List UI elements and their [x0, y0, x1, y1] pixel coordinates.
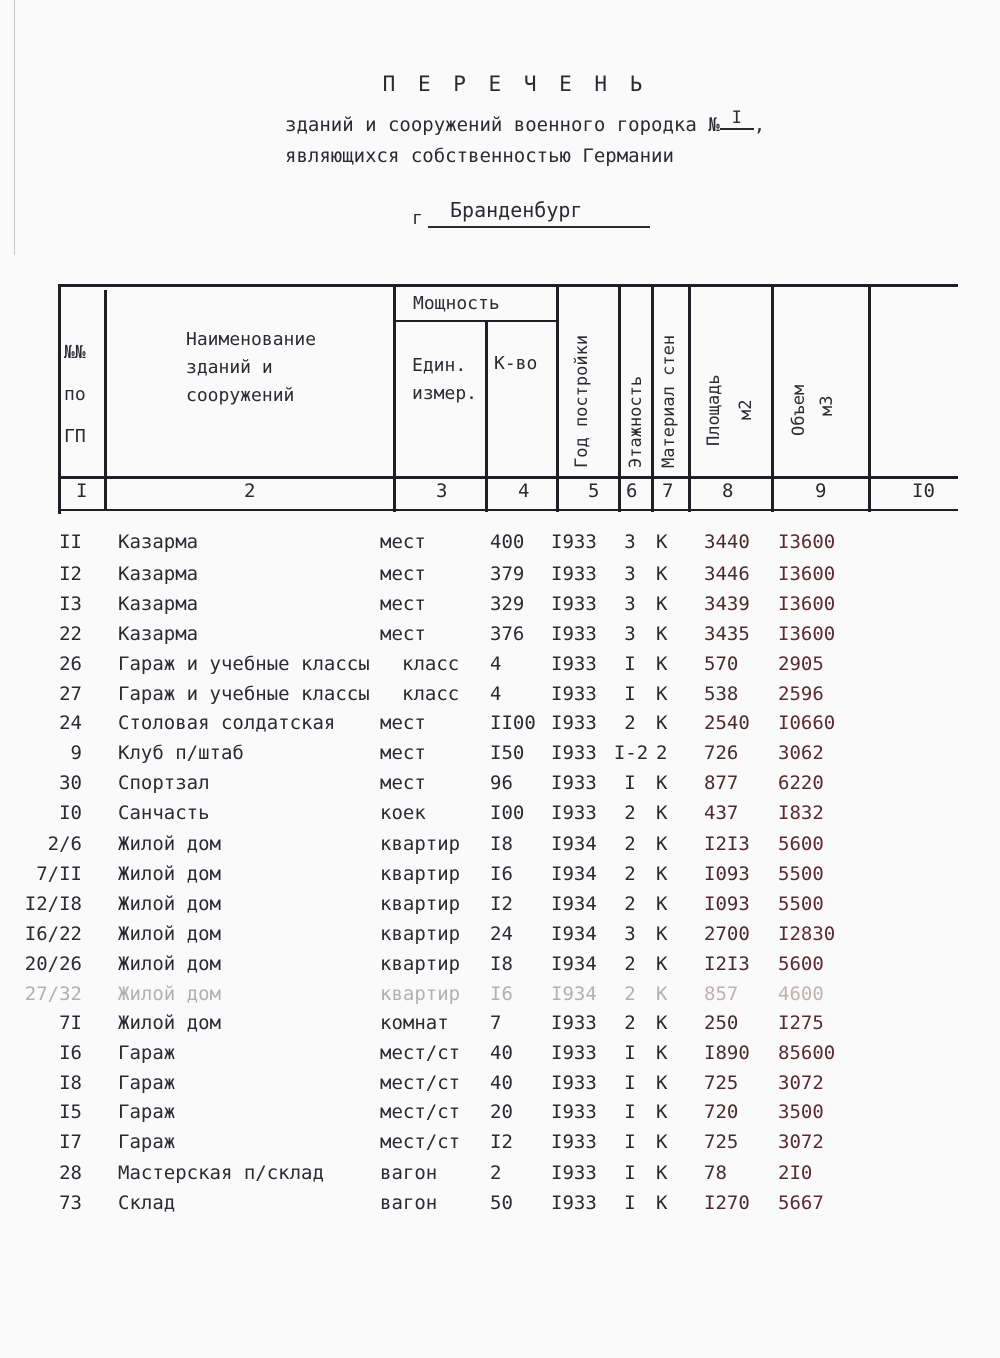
col-line — [688, 284, 691, 512]
header-volume-line: м3 — [817, 395, 837, 416]
cell-qty: 376 — [490, 623, 525, 645]
column-number: 5 — [588, 480, 600, 502]
cell-material: 2 — [656, 742, 668, 764]
cell-year: I933 — [551, 563, 597, 585]
cell-no: 30 — [59, 772, 82, 794]
cell-qty: II00 — [490, 712, 536, 734]
cell-unit: квартир — [380, 863, 461, 885]
cell-material: К — [656, 863, 668, 885]
cell-material: К — [656, 683, 668, 705]
table-row — [0, 742, 1000, 772]
page-edge-line — [14, 0, 15, 255]
cell-area: 538 — [704, 683, 739, 705]
cell-floors: I — [624, 1131, 636, 1153]
cell-year: I933 — [551, 653, 597, 675]
cell-material: К — [656, 1131, 668, 1153]
cell-floors: 2 — [624, 1012, 636, 1034]
cell-name: Жилой дом — [118, 1012, 221, 1034]
colnum-bottom-border — [58, 509, 958, 511]
header-area-line: Площадь — [704, 374, 724, 446]
table-row — [0, 563, 1000, 593]
cell-no: I0 — [59, 802, 82, 824]
cell-qty: I2 — [490, 893, 513, 915]
cell-floors: 3 — [624, 563, 636, 585]
cell-floors: 3 — [624, 923, 636, 945]
table-row — [0, 1162, 1000, 1192]
cell-volume: 85600 — [778, 1042, 836, 1064]
cell-volume: 5500 — [778, 893, 824, 915]
col-line — [618, 284, 621, 512]
cell-qty: 329 — [490, 593, 525, 615]
table-row — [0, 1192, 1000, 1222]
cell-area: 725 — [704, 1131, 739, 1153]
cell-area: 2700 — [704, 923, 750, 945]
cell-name: Казарма — [118, 563, 199, 585]
cell-area: 720 — [704, 1101, 739, 1123]
cell-year: I933 — [551, 1101, 597, 1123]
header-unit-line: измер. — [412, 383, 478, 404]
cell-floors: 2 — [624, 833, 636, 855]
cell-no: 9 — [70, 742, 82, 764]
column-number: 3 — [436, 480, 448, 502]
cell-material: К — [656, 772, 668, 794]
cell-qty: I6 — [490, 863, 513, 885]
cell-no: 7I — [59, 1012, 82, 1034]
cell-material: К — [656, 1101, 668, 1123]
table-row — [0, 953, 1000, 983]
cell-year: I933 — [551, 1012, 597, 1034]
cell-year: I933 — [551, 1162, 597, 1184]
cell-volume: 2905 — [778, 653, 824, 675]
cell-no: I5 — [59, 1101, 82, 1123]
cell-floors: I — [624, 1192, 636, 1214]
column-number: 4 — [518, 480, 530, 502]
cell-name: Казарма — [118, 623, 199, 645]
header-no — [64, 332, 86, 458]
cell-volume: 3072 — [778, 1072, 824, 1094]
cell-area: 2540 — [704, 712, 750, 734]
cell-no: 26 — [59, 653, 82, 675]
document-title: П Е Р Е Ч Е Н Ь — [382, 72, 648, 96]
cell-floors: 2 — [624, 712, 636, 734]
cell-year: I934 — [551, 923, 597, 945]
cell-name: Казарма — [118, 531, 199, 553]
col-line — [556, 284, 559, 512]
header-name-line: Наименование — [186, 329, 317, 350]
cell-no: 28 — [59, 1162, 82, 1184]
cell-name: Гараж и учебные классы — [118, 653, 370, 675]
cell-area: 437 — [704, 802, 739, 824]
cell-year: I933 — [551, 531, 597, 553]
cell-area: I890 — [704, 1042, 750, 1064]
cell-area: 725 — [704, 1072, 739, 1094]
col-line — [104, 290, 107, 510]
header-name — [186, 326, 316, 410]
table-row — [0, 1131, 1000, 1161]
cell-material: К — [656, 953, 668, 975]
cell-volume: I275 — [778, 1012, 824, 1034]
cell-volume: I3600 — [778, 531, 836, 553]
cell-qty: I8 — [490, 833, 513, 855]
cell-year: I934 — [551, 983, 597, 1005]
cell-material: К — [656, 1012, 668, 1034]
cell-volume: 5667 — [778, 1192, 824, 1214]
cell-area: 877 — [704, 772, 739, 794]
col-line — [651, 284, 654, 512]
cell-volume: 6220 — [778, 772, 824, 794]
cell-floors: 2 — [624, 863, 636, 885]
cell-area: 3439 — [704, 593, 750, 615]
col-line — [771, 284, 774, 512]
cell-floors: I — [624, 683, 636, 705]
table-row — [0, 531, 1000, 561]
city-prefix: г — [412, 208, 423, 229]
table-row — [0, 923, 1000, 953]
col-line — [868, 284, 871, 512]
table-row — [0, 833, 1000, 863]
cell-no: 73 — [59, 1192, 82, 1214]
cell-qty: 7 — [490, 1012, 502, 1034]
cell-no: 22 — [59, 623, 82, 645]
cell-name: Жилой дом — [118, 863, 221, 885]
cell-year: I934 — [551, 893, 597, 915]
cell-qty: 40 — [490, 1072, 513, 1094]
header-year: Год постройки — [572, 334, 592, 468]
cell-year: I933 — [551, 772, 597, 794]
cell-qty: 2 — [490, 1162, 502, 1184]
table-row — [0, 1072, 1000, 1102]
table-row — [0, 1012, 1000, 1042]
cell-no: I7 — [59, 1131, 82, 1153]
cell-unit: мест — [380, 742, 426, 764]
header-floors: Этажность — [626, 375, 646, 468]
col-line — [485, 322, 488, 512]
cell-area: I2I3 — [704, 953, 750, 975]
column-number: 7 — [662, 480, 674, 502]
cell-volume: 5500 — [778, 863, 824, 885]
city-name: Бранденбург — [428, 198, 650, 228]
cell-year: I933 — [551, 683, 597, 705]
cell-no: I6 — [59, 1042, 82, 1064]
table-row — [0, 653, 1000, 683]
cell-area: I2I3 — [704, 833, 750, 855]
cell-volume: 4600 — [778, 983, 824, 1005]
cell-name: Жилой дом — [118, 983, 221, 1005]
cell-unit: мест — [380, 712, 426, 734]
cell-name: Жилой дом — [118, 953, 221, 975]
table-row — [0, 802, 1000, 832]
cell-floors: I — [624, 1042, 636, 1064]
cell-area: 726 — [704, 742, 739, 764]
cell-no: I8 — [59, 1072, 82, 1094]
cell-qty: 400 — [490, 531, 525, 553]
cell-volume: I2830 — [778, 923, 836, 945]
cell-name: Гараж — [118, 1131, 176, 1153]
table-row — [0, 983, 1000, 1013]
cell-year: I933 — [551, 742, 597, 764]
table-row — [0, 1042, 1000, 1072]
cell-unit: класс — [402, 683, 460, 705]
table-row — [0, 1101, 1000, 1131]
cell-floors: 3 — [624, 593, 636, 615]
cell-unit: мест/ст — [380, 1042, 461, 1064]
cell-name: Гараж и учебные классы — [118, 683, 370, 705]
cell-unit: вагон — [380, 1192, 438, 1214]
cell-year: I933 — [551, 1042, 597, 1064]
cell-name: Жилой дом — [118, 923, 221, 945]
subtitle-text: зданий и сооружений военного городка № — [285, 114, 720, 136]
document-subtitle-line2: являющихся собственностью Германии — [285, 145, 674, 167]
header-bottom-border — [58, 476, 958, 479]
town-number: I — [720, 108, 754, 130]
cell-material: К — [656, 833, 668, 855]
cell-area: 3446 — [704, 563, 750, 585]
cell-year: I933 — [551, 802, 597, 824]
cell-year: I933 — [551, 1192, 597, 1214]
cell-area: 250 — [704, 1012, 739, 1034]
cell-material: К — [656, 563, 668, 585]
cell-no: 24 — [59, 712, 82, 734]
header-no-line: №№ — [64, 342, 86, 363]
subtitle-comma: , — [753, 114, 766, 136]
cell-qty: 96 — [490, 772, 513, 794]
cell-qty: I50 — [490, 742, 525, 764]
cell-name: Жилой дом — [118, 893, 221, 915]
cell-name: Санчасть — [118, 802, 210, 824]
cell-floors: 2 — [624, 953, 636, 975]
cell-qty: 4 — [490, 653, 502, 675]
cell-no: 7/II — [36, 863, 82, 885]
cell-unit: квартир — [380, 893, 461, 915]
cell-floors: 3 — [624, 531, 636, 553]
table-row — [0, 772, 1000, 802]
cell-qty: 4 — [490, 683, 502, 705]
header-name-line: сооружений — [186, 385, 295, 406]
cell-name: Мастерская п/склад — [118, 1162, 324, 1184]
table-row — [0, 712, 1000, 742]
column-number: 6 — [626, 480, 638, 502]
cell-volume: 3062 — [778, 742, 824, 764]
cell-material: К — [656, 1042, 668, 1064]
cell-area: 3440 — [704, 531, 750, 553]
cell-unit: коек — [380, 802, 426, 824]
cell-area: I093 — [704, 863, 750, 885]
column-number: I0 — [912, 480, 935, 502]
cell-qty: I6 — [490, 983, 513, 1005]
cell-unit: мест — [380, 623, 426, 645]
cell-year: I933 — [551, 623, 597, 645]
cell-volume: I3600 — [778, 563, 836, 585]
cell-name: Казарма — [118, 593, 199, 615]
cell-floors: I — [624, 772, 636, 794]
col-line — [393, 284, 396, 512]
cell-unit: квартир — [380, 833, 461, 855]
cell-qty: 379 — [490, 563, 525, 585]
document-subtitle-line1 — [285, 108, 766, 138]
cell-name: Гараж — [118, 1042, 176, 1064]
cell-volume: 2I0 — [778, 1162, 813, 1184]
cell-material: К — [656, 653, 668, 675]
cell-no: 27 — [59, 683, 82, 705]
cell-material: К — [656, 593, 668, 615]
capacity-divider — [395, 320, 557, 322]
cell-qty: I8 — [490, 953, 513, 975]
cell-name: Столовая солдатская — [118, 712, 336, 734]
cell-unit: мест — [380, 531, 426, 553]
header-area-line: м2 — [736, 399, 756, 420]
cell-area: 78 — [704, 1162, 727, 1184]
cell-floors: I — [624, 1162, 636, 1184]
cell-qty: 40 — [490, 1042, 513, 1064]
table-row — [0, 893, 1000, 923]
cell-name: Жилой дом — [118, 833, 221, 855]
cell-volume: 3072 — [778, 1131, 824, 1153]
cell-material: К — [656, 712, 668, 734]
cell-floors: I — [624, 653, 636, 675]
table-row — [0, 863, 1000, 893]
cell-material: К — [656, 1162, 668, 1184]
header-name-line: зданий и — [186, 357, 273, 378]
header-volume-line: Объем — [789, 384, 809, 436]
cell-area: 570 — [704, 653, 739, 675]
cell-unit: класс — [402, 653, 460, 675]
header-capacity: Мощность — [413, 293, 500, 314]
column-number: 9 — [815, 480, 827, 502]
cell-no: I2/I8 — [24, 893, 82, 915]
cell-no: 27/32 — [24, 983, 82, 1005]
cell-volume: 5600 — [778, 833, 824, 855]
cell-unit: мест/ст — [380, 1131, 461, 1153]
cell-area: 3435 — [704, 623, 750, 645]
cell-volume: I3600 — [778, 593, 836, 615]
cell-floors: I — [624, 1072, 636, 1094]
column-number: 8 — [722, 480, 734, 502]
header-top-border — [58, 284, 958, 287]
cell-qty: 24 — [490, 923, 513, 945]
cell-name: Склад — [118, 1192, 176, 1214]
column-number: 2 — [244, 480, 256, 502]
column-number: I — [76, 480, 88, 502]
cell-no: I3 — [59, 593, 82, 615]
cell-name: Спортзал — [118, 772, 210, 794]
header-qty: К-во — [494, 353, 538, 374]
cell-material: К — [656, 923, 668, 945]
cell-year: I933 — [551, 712, 597, 734]
cell-volume: 3500 — [778, 1101, 824, 1123]
cell-unit: мест/ст — [380, 1101, 461, 1123]
cell-floors: 2 — [624, 802, 636, 824]
header-no-line: по — [64, 384, 86, 405]
cell-unit: мест — [380, 772, 426, 794]
cell-floors: I-2 — [613, 742, 649, 764]
cell-floors: 2 — [624, 893, 636, 915]
header-unit — [412, 352, 477, 408]
cell-floors: 3 — [624, 623, 636, 645]
cell-material: К — [656, 531, 668, 553]
cell-year: I933 — [551, 1072, 597, 1094]
cell-qty: I2 — [490, 1131, 513, 1153]
cell-volume: I3600 — [778, 623, 836, 645]
cell-unit: мест — [380, 593, 426, 615]
cell-material: К — [656, 893, 668, 915]
cell-unit: квартир — [380, 953, 461, 975]
cell-area: I093 — [704, 893, 750, 915]
cell-year: I933 — [551, 1131, 597, 1153]
cell-name: Гараж — [118, 1101, 176, 1123]
cell-no: 2/6 — [47, 833, 82, 855]
table-row — [0, 623, 1000, 653]
cell-qty: 50 — [490, 1192, 513, 1214]
cell-material: К — [656, 623, 668, 645]
cell-no: II — [59, 531, 82, 553]
cell-unit: квартир — [380, 923, 461, 945]
cell-floors: 2 — [624, 983, 636, 1005]
cell-floors: I — [624, 1101, 636, 1123]
cell-unit: квартир — [380, 983, 461, 1005]
cell-material: К — [656, 802, 668, 824]
cell-unit: комнат — [380, 1012, 449, 1034]
cell-name: Клуб п/штаб — [118, 742, 244, 764]
cell-volume: 5600 — [778, 953, 824, 975]
cell-name: Гараж — [118, 1072, 176, 1094]
cell-unit: мест/ст — [380, 1072, 461, 1094]
cell-qty: I00 — [490, 802, 525, 824]
cell-material: К — [656, 983, 668, 1005]
cell-area: 857 — [704, 983, 739, 1005]
cell-year: I933 — [551, 593, 597, 615]
cell-volume: I832 — [778, 802, 824, 824]
cell-volume: 2596 — [778, 683, 824, 705]
cell-unit: мест — [380, 563, 426, 585]
cell-material: К — [656, 1192, 668, 1214]
header-no-line: ГП — [64, 426, 86, 447]
col-line — [58, 284, 61, 514]
header-unit-line: Един. — [412, 355, 467, 376]
cell-qty: 20 — [490, 1101, 513, 1123]
cell-no: 20/26 — [24, 953, 82, 975]
cell-no: I6/22 — [24, 923, 82, 945]
header-material: Материал стен — [659, 334, 679, 468]
cell-year: I934 — [551, 953, 597, 975]
cell-year: I934 — [551, 833, 597, 855]
cell-year: I934 — [551, 863, 597, 885]
cell-material: К — [656, 1072, 668, 1094]
cell-area: I270 — [704, 1192, 750, 1214]
cell-unit: вагон — [380, 1162, 438, 1184]
table-row — [0, 683, 1000, 713]
cell-volume: I0660 — [778, 712, 836, 734]
table-row — [0, 593, 1000, 623]
cell-no: I2 — [59, 563, 82, 585]
